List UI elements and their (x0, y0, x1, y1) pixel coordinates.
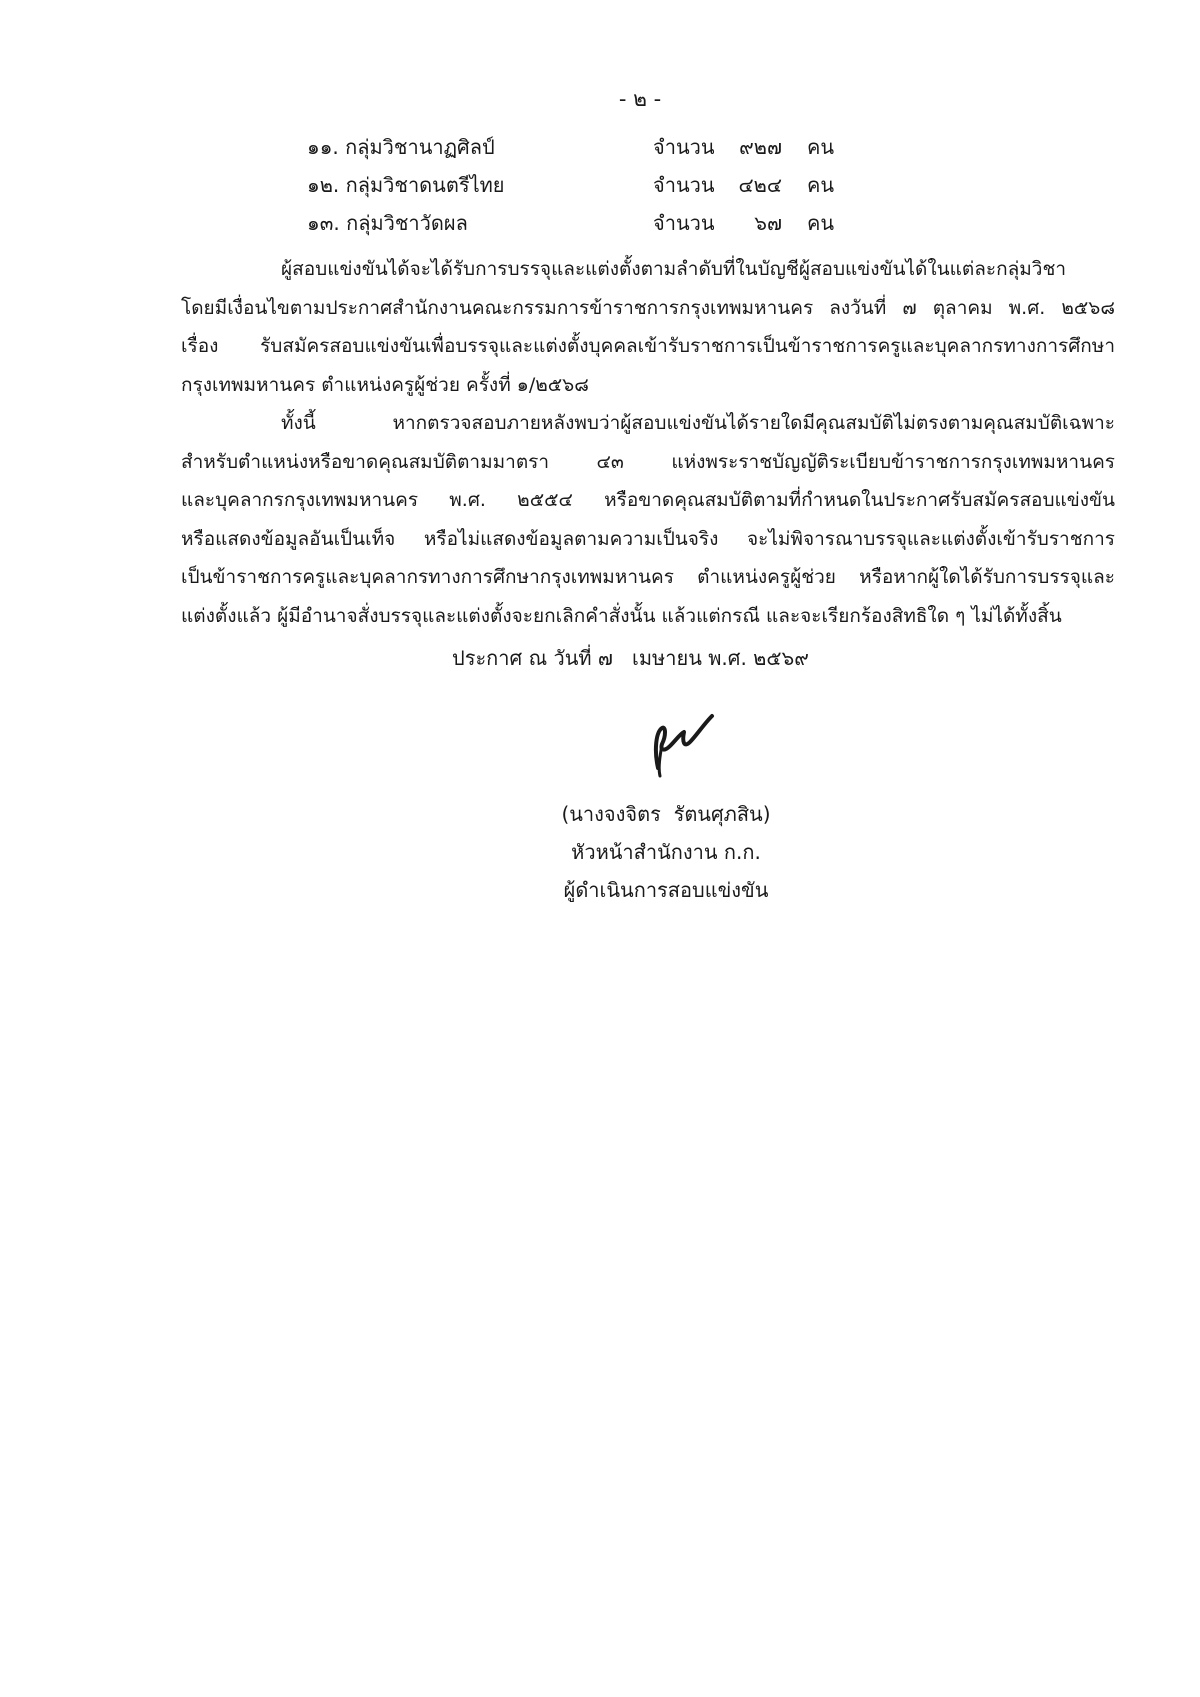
paragraph-line: ทั้งนี้ หากตรวจสอบภายหลังพบว่าผู้สอบแข่งขันได้รายใดมีคุณสมบัติไม่ตรงตามคุณสมบัติเฉพาะ (281, 412, 1115, 434)
amount-label: จำนวน (653, 135, 715, 159)
paragraph-conditions (181, 250, 1115, 404)
list-item (307, 128, 867, 166)
list-item (307, 204, 867, 242)
announcement-date: ประกาศ ณ วันที่ ๗ เมษายน พ.ศ. ๒๕๖๙ (452, 646, 809, 670)
amount-value: ๖๗ (754, 211, 782, 235)
paragraph-line: โดยมีเงื่อนไขตามประกาศสำนักงานคณะกรรมการข้าราชการกรุงเทพมหานคร ลงวันที่ ๗ ตุลาคม พ.ศ. ๒๕๖๘ (181, 296, 1115, 319)
paragraph-line: ผู้สอบแข่งขันได้จะได้รับการบรรจุและแต่งตั้งตามลำดับที่ในบัญชีผู้สอบแข่งขันได้ในแต่ละกลุ่มวิชา (281, 258, 1067, 280)
subject-list (307, 128, 867, 242)
amount-label: จำนวน (653, 211, 715, 235)
paragraph-line: เป็นข้าราชการครูและบุคลากรทางการศึกษากรุงเทพมหานคร ตำแหน่งครูผู้ช่วย หรือหากผู้ใดได้รับการบรรจุและ (181, 566, 1115, 588)
amount-value: ๙๒๗ (739, 135, 782, 159)
signature-icon (640, 710, 720, 780)
unit-label: คน (807, 135, 835, 159)
unit-label: คน (807, 173, 835, 197)
signer-name: (นางจงจิตร รัตนศุภสิน) (561, 802, 771, 826)
paragraph-line: หรือแสดงข้อมูลอันเป็นเท็จ หรือไม่แสดงข้อมูลตามความเป็นจริง จะไม่พิจารณาบรรจุและแต่งตั้งเข้ารับราชการ (181, 527, 1115, 550)
subject-name: ๑๓. กลุ่มวิชาวัดผล (307, 211, 468, 235)
signer-block (536, 795, 796, 909)
paragraph-line: สำหรับตำแหน่งหรือขาดคุณสมบัติตามมาตรา ๔๓ แห่งพระราชบัญญัติระเบียบข้าราชการกรุงเทพมหานคร (181, 450, 1115, 473)
list-item (307, 166, 867, 204)
paragraph-line: และบุคลากรกรุงเทพมหานคร พ.ศ. ๒๕๕๔ หรือขาดคุณสมบัติตามที่กำหนดในประกาศรับสมัครสอบแข่งขัน (181, 489, 1115, 511)
subject-name: ๑๒. กลุ่มวิชาดนตรีไทย (307, 173, 505, 197)
unit-label: คน (807, 211, 835, 235)
paragraph-disqualification (181, 404, 1115, 635)
paragraph-line: กรุงเทพมหานคร ตำแหน่งครูผู้ช่วย ครั้งที่ ๑/๒๕๖๘ (181, 373, 589, 396)
paragraph-line: แต่งตั้งแล้ว ผู้มีอำนาจสั่งบรรจุและแต่งตั้งจะยกเลิกคำสั่งนั้น แล้วแต่กรณี และจะเรียกร้องสิทธิใด ๆ ไม่ได้ทั้งสิ้น (181, 604, 1062, 627)
subject-name: ๑๑. กลุ่มวิชานาฏศิลป์ (307, 135, 495, 159)
paragraph-line: เรื่อง รับสมัครสอบแข่งขันเพื่อบรรจุและแต่งตั้งบุคคลเข้ารับราชการเป็นข้าราชการครูและบุคลากรทางการศึกษา (181, 335, 1115, 357)
signer-position: หัวหน้าสำนักงาน ก.ก. (571, 840, 761, 864)
amount-value: ๔๒๔ (738, 173, 782, 197)
signer-role: ผู้ดำเนินการสอบแข่งขัน (563, 878, 769, 902)
amount-label: จำนวน (653, 173, 715, 197)
page-number: - ๒ - (618, 87, 662, 111)
